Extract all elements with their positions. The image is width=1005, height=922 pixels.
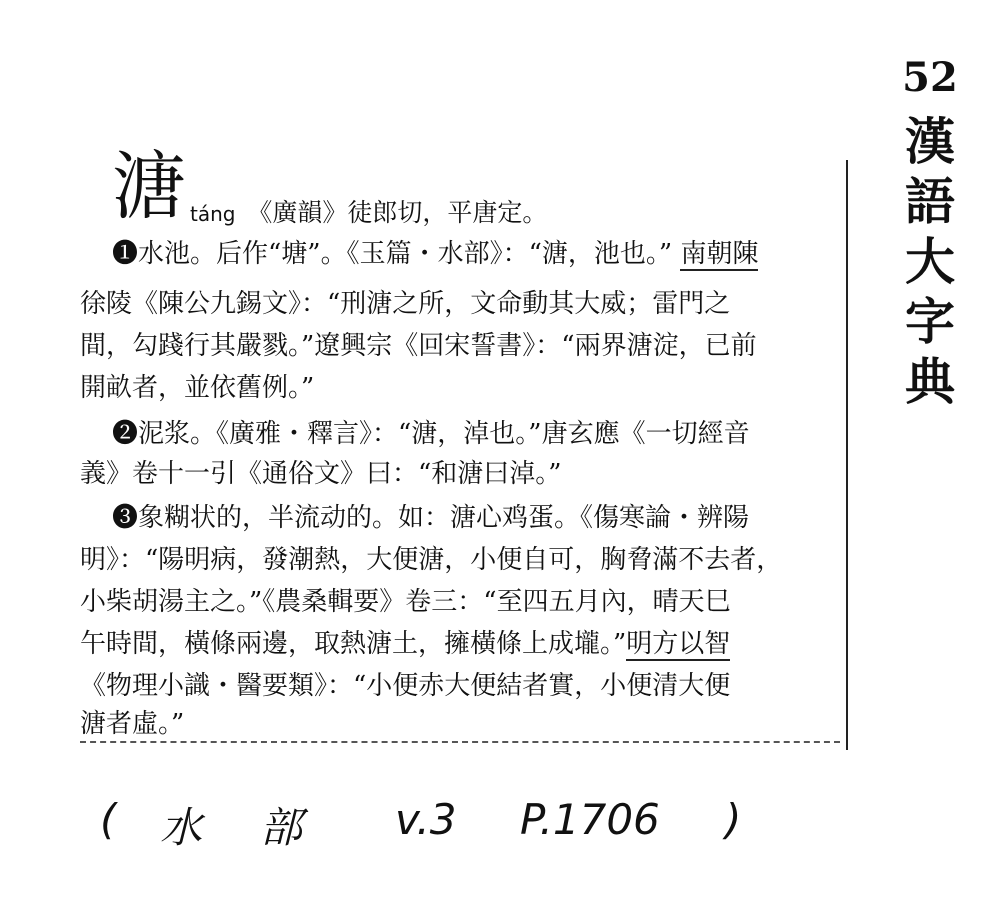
bottom-divider bbox=[80, 741, 840, 743]
entry-line: 明》：“陽明病，發潮熱，大便溏，小便自可，胸脅滿不去者， bbox=[80, 545, 783, 575]
title-char: 大 bbox=[905, 232, 955, 291]
entry-line: ❸象糊状的，半流动的。如：溏心鸡蛋。《傷寒論・辨陽 bbox=[112, 503, 750, 533]
underlined-name: 南朝陳 bbox=[680, 239, 759, 269]
note-open-paren: ( bbox=[100, 795, 117, 844]
note-volume: v.3 bbox=[395, 795, 457, 844]
column-divider bbox=[846, 160, 848, 750]
title-char: 漢 bbox=[905, 112, 955, 171]
entry-line: ❷泥浆。《廣雅・釋言》：“溏，淖也。”唐玄應《一切經音 bbox=[112, 419, 750, 449]
pinyin: táng bbox=[190, 202, 236, 226]
underlined-name: 明方以智 bbox=[626, 629, 731, 659]
note-radical: 水 bbox=[160, 803, 203, 852]
headword: 溏 bbox=[112, 144, 186, 230]
title-char: 字 bbox=[905, 292, 955, 351]
line-text: 午時間，橫條兩邊，取熱溏土，擁橫條上成壠。” bbox=[80, 629, 627, 659]
entry-line: 溏者虛。” bbox=[80, 709, 185, 739]
entry-line: 義》卷十一引《通俗文》曰：“和溏曰淖。” bbox=[80, 459, 562, 489]
dictionary-title bbox=[898, 112, 962, 412]
head-text: 《廣韻》徒郎切，平唐定。 bbox=[247, 198, 548, 227]
head-line bbox=[190, 198, 547, 229]
note-bu: 部 bbox=[260, 803, 303, 852]
entry-line: 小柴胡湯主之。”《農桑輯要》卷三：“至四五月內，晴天巳 bbox=[80, 587, 731, 617]
note-close-paren: ) bbox=[725, 795, 742, 844]
title-char: 語 bbox=[905, 172, 955, 231]
entry-line: 《物理小識・醫要類》：“小便赤大便結者實，小便清大便 bbox=[80, 671, 731, 701]
entry-line: 開畝者，並依舊例。” bbox=[80, 373, 315, 403]
entry-line: 間，勾踐行其嚴戮。”遼興宗《回宋誓書》：“兩界溏淀，已前 bbox=[80, 331, 757, 361]
entry-line bbox=[80, 626, 840, 662]
line-text: ❶水池。后作“塘”。《玉篇・水部》：“溏，池也。” bbox=[112, 239, 681, 269]
title-char: 典 bbox=[905, 352, 955, 411]
page-number: 52 bbox=[902, 54, 958, 101]
entry-line bbox=[112, 236, 840, 272]
entry-line: 徐陵《陳公九錫文》：“刑溏之所，文命動其大威；雷門之 bbox=[80, 289, 731, 319]
note-page: P.1706 bbox=[520, 795, 660, 844]
handwritten-note bbox=[100, 795, 800, 865]
